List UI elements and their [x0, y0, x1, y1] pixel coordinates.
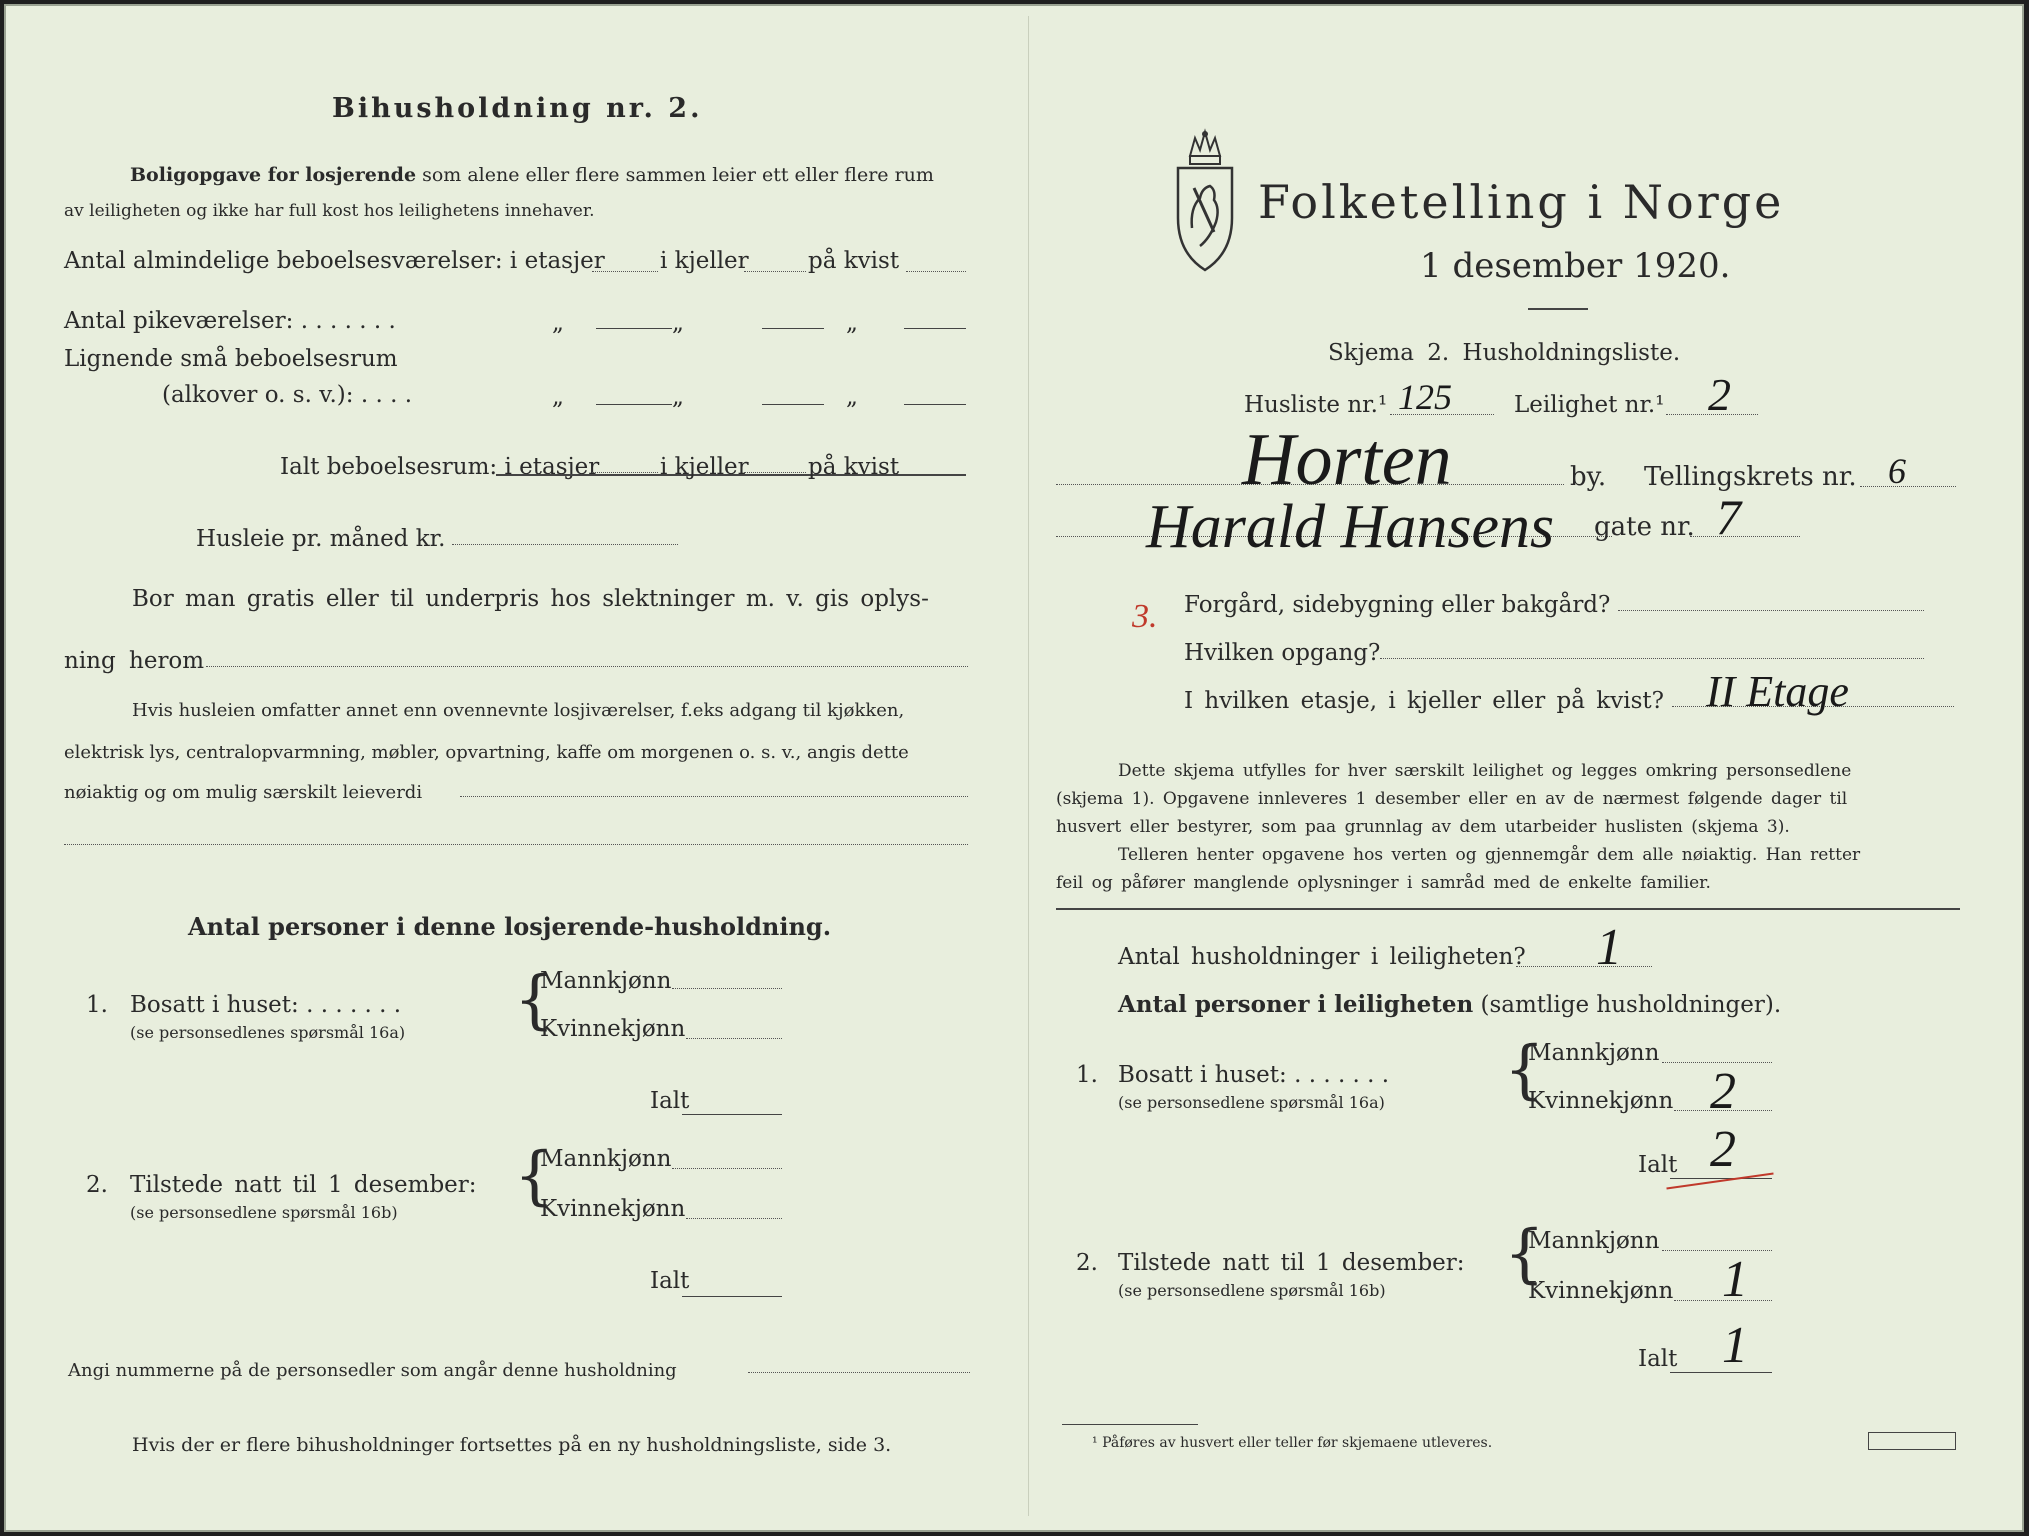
pike-kjeller-line[interactable] [762, 328, 824, 329]
kvinne-label: Kvinnekjønn [1528, 1088, 1674, 1114]
bosatt-kvinne-line[interactable] [686, 1038, 782, 1039]
ialt-label: Ialt [650, 1268, 690, 1294]
etasje-label: I hvilken etasje, i kjeller eller på kvist? [1184, 688, 1664, 714]
opgang-line[interactable] [1380, 658, 1924, 659]
skjema-label: Skjema 2. Husholdningsliste. [1328, 340, 1681, 366]
husleie-label: Husleie pr. måned kr. [196, 526, 446, 552]
tilstede-kvinne-value: 1 [1722, 1251, 1748, 1308]
intro-line-1: Boligopgave for losjerende som alene eller flere sammen leier ett eller flere rum [130, 164, 934, 186]
ditto-mark: „ [672, 310, 684, 336]
ditto-mark: „ [846, 310, 858, 336]
ialt-kjeller-line[interactable] [744, 472, 806, 473]
lignende-label-2: (alkover o. s. v.): . . . . [162, 382, 413, 408]
kjeller-line[interactable] [744, 271, 806, 272]
bosatt-ialt-line[interactable] [682, 1114, 782, 1115]
husliste-label: Husliste nr.¹ [1244, 392, 1388, 418]
ning-herom-line[interactable] [206, 666, 968, 667]
page-fold [1028, 16, 1029, 1516]
kjeller-label: i kjeller [660, 248, 749, 274]
kvinne-label: Kvinnekjønn [1528, 1278, 1674, 1304]
forgard-line[interactable] [1618, 610, 1924, 611]
gate-label: gate nr. [1594, 512, 1695, 542]
gate-nr-line[interactable] [1690, 536, 1800, 537]
bosatt-number: 1. [1076, 1062, 1098, 1088]
ditto-mark: „ [552, 310, 564, 336]
footnote: ¹ Påføres av husvert eller teller før skjemaene utleveres. [1092, 1435, 1493, 1451]
by-value: Horten [1242, 419, 1452, 501]
brace: { [514, 1139, 555, 1213]
tilstede-ref: (se personsedlene spørsmål 16b) [1118, 1281, 1386, 1300]
bosatt-ref: (se personsedlene spørsmål 16a) [1118, 1093, 1385, 1112]
antal-personer-heading: Antal personer i denne losjerende-husholdning. [188, 912, 832, 941]
census-form-sheet [4, 4, 2024, 1532]
info-text-1: Dette skjema utfylles for hver særskilt leilighet og legges omkring personsedlene [1118, 761, 1852, 781]
section-divider [1056, 908, 1960, 910]
right-title: Folketelling i Norge [1258, 175, 1785, 229]
angi-text: Angi nummerne på de personsedler som angår denne husholdning [68, 1360, 677, 1381]
bosatt-ref: (se personsedlenes spørsmål 16a) [130, 1023, 406, 1042]
info-text-2: (skjema 1). Opgavene innleveres 1 desember eller en av de nærmest følgende dager til [1056, 789, 1848, 809]
tilstede-ref: (se personsedlene spørsmål 16b) [130, 1203, 398, 1222]
opgang-label: Hvilken opgang? [1184, 640, 1381, 666]
tilstede-label: Tilstede natt til 1 desember: [1118, 1250, 1465, 1276]
etasjer-line[interactable] [592, 271, 658, 272]
ialt-kjeller-label: i kjeller [660, 454, 749, 480]
ialt-label: Ialt [650, 1088, 690, 1114]
bosatt-label: Bosatt i huset: . . . . . . . [130, 992, 402, 1018]
tilstede-mann-line[interactable] [672, 1168, 782, 1169]
title-divider [1528, 308, 1588, 310]
bor-man-text: Bor man gratis eller til underpris hos slektninger m. v. gis oplys- [132, 586, 929, 612]
bosatt-number: 1. [86, 992, 108, 1018]
kvinne-label: Kvinnekjønn [540, 1016, 686, 1042]
ditto-mark: „ [672, 384, 684, 410]
bosatt-kvinne-value: 2 [1710, 1063, 1736, 1120]
antal-hush-label: Antal husholdninger i leiligheten? [1118, 944, 1526, 970]
tilstede-kvinne-line[interactable] [686, 1218, 782, 1219]
brace: { [1504, 1217, 1545, 1291]
coat-of-arms-icon [1170, 128, 1240, 278]
info-text-5: feil og påfører manglende oplysninger i samråd med de enkelte familier. [1056, 873, 1711, 893]
printer-stamp [1868, 1432, 1956, 1450]
husleie-line[interactable] [452, 544, 678, 545]
leieverdi-line-2[interactable] [64, 844, 968, 845]
ialt-kvist-label: på kvist [808, 454, 900, 480]
pike-kvist-line[interactable] [904, 328, 966, 329]
tilstede-number: 2. [86, 1172, 108, 1198]
by-label: by. [1570, 462, 1607, 492]
tellingskrets-line[interactable] [1860, 486, 1956, 487]
antal-pers-heading: Antal personer i leiligheten (samtlige husholdninger). [1118, 991, 1782, 1018]
info-text-3: husvert eller bestyrer, som paa grunnlag av dem utarbeider huslisten (skjema 3). [1056, 817, 1790, 837]
tellingskrets-label: Tellingskrets nr. [1644, 462, 1857, 492]
mann-label: Mannkjønn [1528, 1228, 1660, 1254]
ialt-etasjer-line[interactable] [592, 472, 658, 473]
leilighet-label: Leilighet nr.¹ [1514, 392, 1665, 418]
brace: { [1504, 1033, 1545, 1107]
ialt-beboelse-label: Ialt beboelsesrum: i etasjer [280, 454, 600, 480]
antal-hush-line[interactable] [1516, 966, 1652, 967]
bosatt-label: Bosatt i huset: . . . . . . . [1118, 1062, 1390, 1088]
forgard-label: Forgård, sidebygning eller bakgård? [1184, 592, 1611, 618]
bosatt-ialt-value: 2 [1710, 1121, 1736, 1178]
mann-label: Mannkjønn [1528, 1040, 1660, 1066]
mann-label: Mannkjønn [540, 1146, 672, 1172]
ialt-label: Ialt [1638, 1346, 1678, 1372]
ditto-mark: „ [552, 384, 564, 410]
gate-nr-value: 7 [1716, 489, 1741, 545]
tilstede-number: 2. [1076, 1250, 1098, 1276]
kvist-label: på kvist [808, 248, 900, 274]
info-text-4: Telleren henter opgavene hos verten og gjennemgår dem alle nøiaktig. Han retter [1118, 845, 1861, 865]
husliste-value: 125 [1398, 377, 1452, 417]
antal-hush-value: 1 [1596, 919, 1622, 976]
tilstede-ialt-line[interactable] [1670, 1372, 1772, 1373]
mann-label: Mannkjønn [540, 968, 672, 994]
ialt-label: Ialt [1638, 1152, 1678, 1178]
pikevaerelser-label: Antal pikeværelser: . . . . . . . [64, 308, 396, 334]
tellingskrets-value: 6 [1888, 451, 1906, 491]
angi-line[interactable] [748, 1372, 970, 1373]
tilstede-mann-line[interactable] [1662, 1250, 1772, 1251]
leieverdi-line[interactable] [460, 796, 968, 797]
tilstede-ialt-value: 1 [1722, 1317, 1748, 1374]
hvis-text-1: Hvis husleien omfatter annet enn ovennevnte losjiværelser, f.eks adgang til kjøkken, [132, 700, 905, 721]
intro-line-2: av leiligheten og ikke har full kost hos leilighetens innehaver. [64, 201, 595, 221]
alkover-kjeller-line[interactable] [762, 404, 824, 405]
leilighet-value: 2 [1708, 369, 1731, 420]
gate-value: Harald Hansens [1146, 493, 1555, 561]
brace: { [514, 963, 555, 1037]
lignende-label-1: Lignende små beboelsesrum [64, 346, 398, 372]
tilstede-label: Tilstede natt til 1 desember: [130, 1172, 477, 1198]
footnote-rule [1062, 1424, 1198, 1425]
kvist-line[interactable] [906, 271, 966, 272]
margin-mark: 3. [1132, 598, 1158, 635]
ning-herom-label: ning herom [64, 648, 205, 674]
antal-alm-label: Antal almindelige beboelsesværelser: i etasjer [64, 248, 605, 274]
alkover-etasjer-line[interactable] [596, 404, 672, 405]
hvis-text-2: elektrisk lys, centralopvarmning, møbler, opvartning, kaffe om morgenen o. s. v., angis dette [64, 742, 909, 763]
census-date: 1 desember 1920. [1420, 246, 1731, 286]
tilstede-ialt-line[interactable] [682, 1296, 782, 1297]
kvinne-label: Kvinnekjønn [540, 1196, 686, 1222]
etasje-value: II Etage [1706, 667, 1849, 716]
left-title: Bihusholdning nr. 2. [332, 93, 703, 124]
bosatt-mann-line[interactable] [672, 988, 782, 989]
pike-etasjer-line[interactable] [596, 328, 672, 329]
left-footer: Hvis der er flere bihusholdninger fortsettes på en ny husholdningsliste, side 3. [132, 1434, 892, 1456]
alkover-kvist-line[interactable] [904, 404, 966, 405]
hvis-text-3: nøiaktig og om mulig særskilt leieverdi [64, 782, 423, 803]
ditto-mark: „ [846, 384, 858, 410]
